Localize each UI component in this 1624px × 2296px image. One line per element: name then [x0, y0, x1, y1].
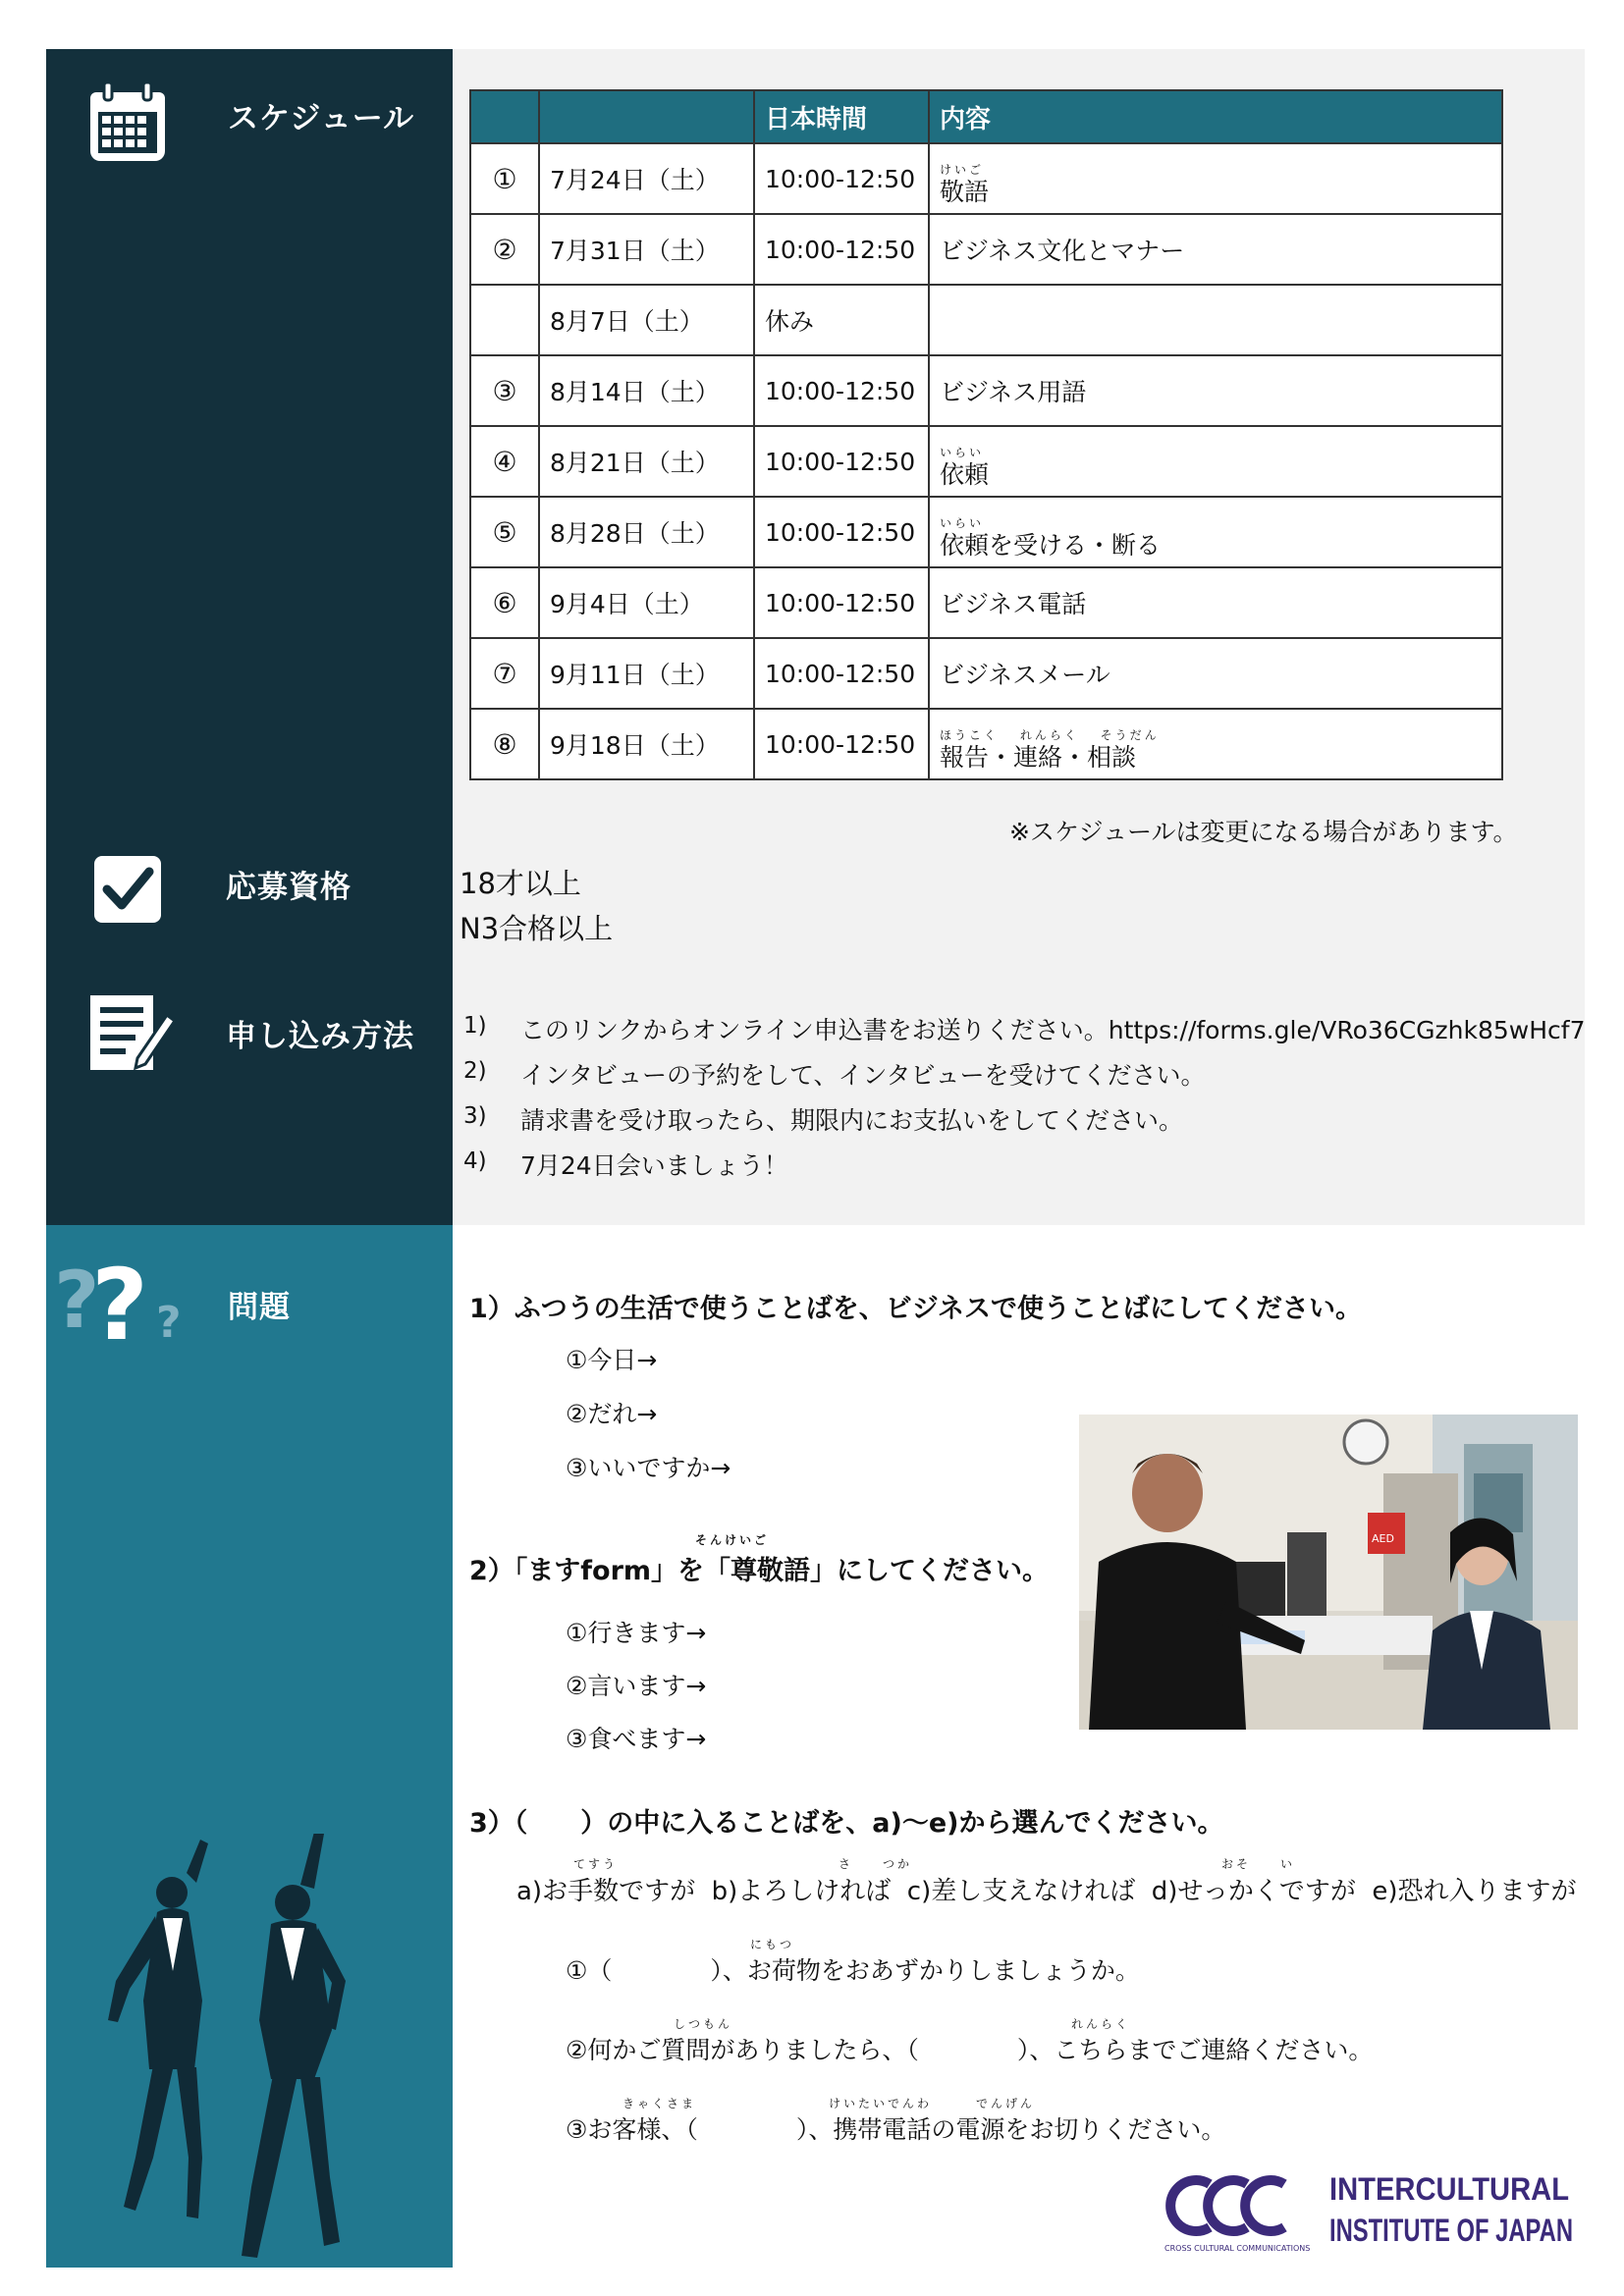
question-2-item: ②言います→: [566, 1672, 707, 1700]
session-topic: 依頼: [940, 460, 990, 490]
step-number: 3): [463, 1103, 487, 1129]
question-3-item-reading: しつもん れんらく: [674, 2017, 1131, 2031]
session-time: 10:00-12:50: [754, 214, 929, 285]
question-icon: [54, 1249, 201, 1347]
session-topic: ビジネス用語: [929, 355, 1502, 426]
session-number: ⑥: [470, 567, 539, 638]
logo-line1: INTERCULTURAL: [1329, 2171, 1569, 2207]
question-2-item: ①行きます→: [566, 1619, 707, 1647]
calendar-icon: [86, 80, 169, 165]
session-number: ⑦: [470, 638, 539, 709]
table-row: [470, 285, 1502, 355]
institute-logo: [1164, 2166, 1577, 2255]
step-text: インタビューの予約をして、インタビューを受けてください。: [520, 1061, 1206, 1090]
interview-photo: [1079, 1415, 1578, 1730]
session-time: 休み: [754, 285, 929, 355]
table-row: [470, 567, 1502, 638]
session-topic-cell: [929, 709, 1502, 779]
svg-text:?: ?: [156, 1298, 182, 1347]
session-date: 9月18日（土）: [539, 709, 754, 779]
questions-section-title: 問題: [228, 1290, 291, 1325]
schedule-note: ※スケジュールは変更になる場合があります。: [1009, 818, 1518, 846]
step-text-link[interactable]: このリンクからオンライン申込書をお送りください。https://forms.gle/VRo36CGzhk85wHcf7: [520, 1016, 1586, 1044]
session-time: 10:00-12:50: [754, 355, 929, 426]
session-date: 9月11日（土）: [539, 638, 754, 709]
table-row: [470, 638, 1502, 709]
session-number: ⑧: [470, 709, 539, 779]
session-date: 7月24日（土）: [539, 143, 754, 214]
session-topic: 依頼を受ける・断る: [940, 531, 1162, 561]
table-row: [470, 497, 1502, 567]
session-topic: [929, 285, 1502, 355]
step-number: 4): [463, 1148, 487, 1174]
logo-small-text: CROSS CULTURAL COMMUNICATIONS: [1164, 2244, 1311, 2253]
header-number: [470, 90, 539, 143]
session-date: 8月28日（土）: [539, 497, 754, 567]
session-topic: ビジネス電話: [929, 567, 1502, 638]
session-number: ③: [470, 355, 539, 426]
session-topic: ビジネスメール: [929, 638, 1502, 709]
topic-reading: いらい: [940, 446, 985, 460]
table-row: [470, 214, 1502, 285]
session-time: 10:00-12:50: [754, 143, 929, 214]
question-2-item: ③食べます→: [566, 1725, 707, 1753]
table-row: [470, 143, 1502, 214]
question-3-item-reading: きゃくさま けいたいでんわ でんげん: [623, 2097, 1036, 2110]
question-2-title: 2）「ますform」を「尊敬語」にしてください。: [469, 1556, 1050, 1586]
question-3-item: ①（ ）、お荷物をおあずかりしましょうか。: [566, 1956, 1140, 1985]
topic-reading: ほうこく れんらく そうだん: [940, 728, 1160, 743]
step-number: 2): [463, 1058, 487, 1084]
document-edit-icon: [88, 993, 177, 1072]
logo-line2: INSTITUTE OF JAPAN: [1329, 2213, 1573, 2248]
step-text: 7月24日会いましょう！: [520, 1151, 788, 1180]
session-time: 10:00-12:50: [754, 709, 929, 779]
svg-text:?: ?: [54, 1255, 100, 1346]
apply-section-title: 申し込み方法: [226, 1019, 414, 1054]
question-2-reading: そんけいご: [695, 1533, 770, 1547]
session-topic: 報告・連絡・相談: [940, 743, 1137, 773]
schedule-header-row: [470, 90, 1502, 143]
table-row: [470, 709, 1502, 779]
session-date: 8月7日（土）: [539, 285, 754, 355]
header-time: 日本時間: [754, 90, 929, 143]
schedule-section-title: スケジュール: [228, 101, 415, 136]
session-number: ①: [470, 143, 539, 214]
session-topic-cell: [929, 426, 1502, 497]
topic-reading: いらい: [940, 516, 985, 531]
session-time: 10:00-12:50: [754, 638, 929, 709]
question-3-choice-reading: てすう さ つか おそ い: [573, 1857, 1296, 1871]
topic-reading: けいご: [940, 163, 985, 178]
schedule-table: [469, 89, 1503, 780]
header-content: 内容: [929, 90, 1502, 143]
session-time: 10:00-12:50: [754, 497, 929, 567]
session-number: ⑤: [470, 497, 539, 567]
session-time: 10:00-12:50: [754, 567, 929, 638]
question-1-item: ②だれ→: [566, 1400, 658, 1428]
session-topic-cell: [929, 143, 1502, 214]
question-3-item-reading: にもつ: [750, 1938, 795, 1951]
session-date: 8月14日（土）: [539, 355, 754, 426]
checkbox-icon: [92, 854, 163, 925]
question-3-title: 3）（ ）の中に入ることばを、a)～e)から選んでください。: [469, 1808, 1224, 1839]
eligibility-item: 18才以上: [460, 867, 581, 900]
aed-sign: AED: [1372, 1532, 1394, 1545]
question-3-item: ③お客様、（ ）、携帯電話の電源をお切りください。: [566, 2115, 1226, 2144]
question-1-item: ①今日→: [566, 1346, 658, 1374]
session-date: 9月4日（土）: [539, 567, 754, 638]
step-number: 1): [463, 1013, 487, 1039]
eligibility-section-title: 応募資格: [226, 870, 352, 905]
step-text: 請求書を受け取ったら、期限内にお支払いをしてください。: [520, 1106, 1184, 1135]
session-date: 7月31日（土）: [539, 214, 754, 285]
svg-text:?: ?: [91, 1249, 149, 1347]
question-3-item: ②何かご質問がありましたら、（ ）、こちらまでご連絡ください。: [566, 2036, 1374, 2064]
question-1-title: 1）ふつうの生活で使うことばを、ビジネスで使うことばにしてください。: [469, 1294, 1362, 1324]
session-time: 10:00-12:50: [754, 426, 929, 497]
session-topic: 敬語: [940, 178, 990, 207]
question-1-item: ③いいですか→: [566, 1454, 731, 1482]
header-date: [539, 90, 754, 143]
session-number: ④: [470, 426, 539, 497]
session-number: ②: [470, 214, 539, 285]
question-3-choices: a)お手数ですが b)よろしければ c)差し支えなければ d)せっかくですが e)恐れ入りますが: [516, 1877, 1577, 1906]
session-number: [470, 285, 539, 355]
business-people-silhouette: [79, 1834, 403, 2266]
eligibility-item: N3合格以上: [460, 912, 614, 945]
table-row: [470, 426, 1502, 497]
session-topic-cell: [929, 497, 1502, 567]
session-date: 8月21日（土）: [539, 426, 754, 497]
table-row: [470, 355, 1502, 426]
session-topic: ビジネス文化とマナー: [929, 214, 1502, 285]
